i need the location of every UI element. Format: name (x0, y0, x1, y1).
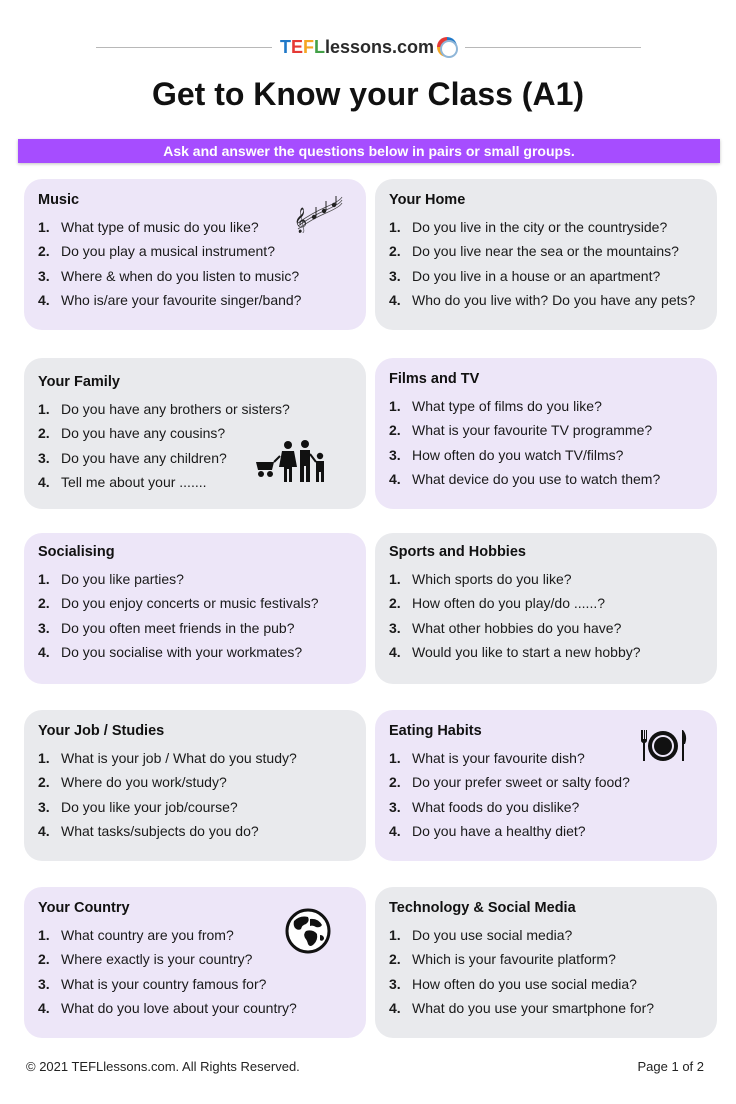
card-heading: Your Country (38, 900, 130, 916)
list-item: 4. What tasks/subjects do you do? (38, 822, 259, 839)
list-item: 4. Would you like to start a new hobby? (389, 643, 641, 660)
list-item: 1. Do you live in the city or the countryside? (389, 219, 668, 235)
list-item: 4. What do you use your smartphone for? (389, 999, 655, 1016)
list-item: 2. What is your favourite TV programme? (389, 422, 653, 439)
list-item: 1. What is your favourite dish? (389, 750, 585, 766)
instruction-banner: Ask and answer the questions below in pairs or small groups. (18, 139, 720, 163)
list-item: 1. What type of music do you like? (38, 219, 259, 235)
list-item: 1. Do you use social media? (389, 927, 573, 943)
globe-icon (284, 907, 332, 955)
card-technology-social-media (375, 887, 717, 1038)
list-item: 3. What foods do you dislike? (389, 798, 580, 815)
card-heading: Your Job / Studies (38, 723, 165, 739)
list-item: 3. Where & when do you listen to music? (38, 267, 300, 284)
svg-text:𝄞: 𝄞 (294, 208, 308, 233)
list-item: 2. Which is your favourite platform? (389, 951, 616, 968)
list-item: 3. Do you have any children? (38, 449, 227, 466)
card-music (24, 179, 366, 330)
card-heading: Technology & Social Media (389, 900, 576, 916)
card-heading: Your Family (38, 374, 120, 390)
divider-line (96, 47, 272, 48)
list-item: 2. Where exactly is your country? (38, 951, 253, 968)
list-item: 1. Do you like parties? (38, 571, 184, 587)
list-item: 4. Who do you live with? Do you have any pets? (389, 291, 696, 308)
card-heading: Sports and Hobbies (389, 544, 526, 560)
list-item: 2. How often do you play/do ......? (389, 595, 606, 612)
list-item: 2. Do your prefer sweet or salty food? (389, 774, 630, 791)
list-item: 2. Where do you work/study? (38, 774, 227, 791)
footer-copyright: © 2021 TEFLlessons.com. All Rights Reserved. (26, 1059, 300, 1074)
list-item: 4. What do you love about your country? (38, 999, 297, 1016)
list-item: 2. Do you play a musical instrument? (38, 243, 275, 260)
list-item: 2. Do you have any cousins? (38, 425, 226, 442)
family-icon (254, 438, 330, 484)
list-item: 3. Do you live in a house or an apartment? (389, 267, 661, 284)
card-sports-and-hobbies (375, 533, 717, 684)
list-item: 3. Do you like your job/course? (38, 798, 238, 815)
plate-cutlery-icon (637, 726, 691, 764)
list-item: 3. What other hobbies do you have? (389, 619, 622, 636)
card-your-home (375, 179, 717, 330)
card-heading: Your Home (389, 192, 466, 208)
card-heading: Socialising (38, 544, 115, 560)
card-heading: Music (38, 192, 80, 208)
logo-row (96, 34, 641, 60)
card-heading: Eating Habits (389, 723, 482, 739)
card-your-country (24, 887, 366, 1038)
list-item: 4. Tell me about your ....... (38, 473, 207, 490)
list-item: 2. Do you live near the sea or the mountains? (389, 243, 679, 260)
card-socialising (24, 533, 366, 684)
card-your-job-studies (24, 710, 366, 861)
list-item: 4. Do you socialise with your workmates? (38, 643, 303, 660)
list-item: 4. What device do you use to watch them? (389, 470, 661, 487)
divider-line (465, 47, 641, 48)
card-your-family (24, 358, 366, 509)
list-item: 3. What is your country famous for? (38, 975, 267, 992)
footer-page-number: Page 1 of 2 (637, 1059, 704, 1074)
list-item: 4. Do you have a healthy diet? (389, 822, 586, 839)
list-item: 3. How often do you watch TV/films? (389, 446, 624, 463)
music-notes-icon (292, 193, 344, 233)
list-item: 4. Who is/are your favourite singer/band? (38, 291, 302, 308)
list-item: 1. What is your job / What do you study? (38, 750, 297, 766)
list-item: 3. How often do you use social media? (389, 975, 637, 992)
list-item: 1. What country are you from? (38, 927, 234, 943)
list-item: 1. What type of films do you like? (389, 398, 602, 414)
list-item: 2. Do you enjoy concerts or music festivals? (38, 595, 319, 612)
card-eating-habits (375, 710, 717, 861)
list-item: 1. Do you have any brothers or sisters? (38, 401, 290, 417)
page-title: Get to Know your Class (A1) (151, 76, 585, 112)
logo-globe-icon (437, 37, 457, 57)
card-films-and-tv (375, 358, 717, 509)
tefl-logo: T E F L lessons.com (272, 37, 465, 58)
card-heading: Films and TV (389, 371, 480, 387)
list-item: 1. Which sports do you like? (389, 571, 572, 587)
list-item: 3. Do you often meet friends in the pub? (38, 619, 295, 636)
